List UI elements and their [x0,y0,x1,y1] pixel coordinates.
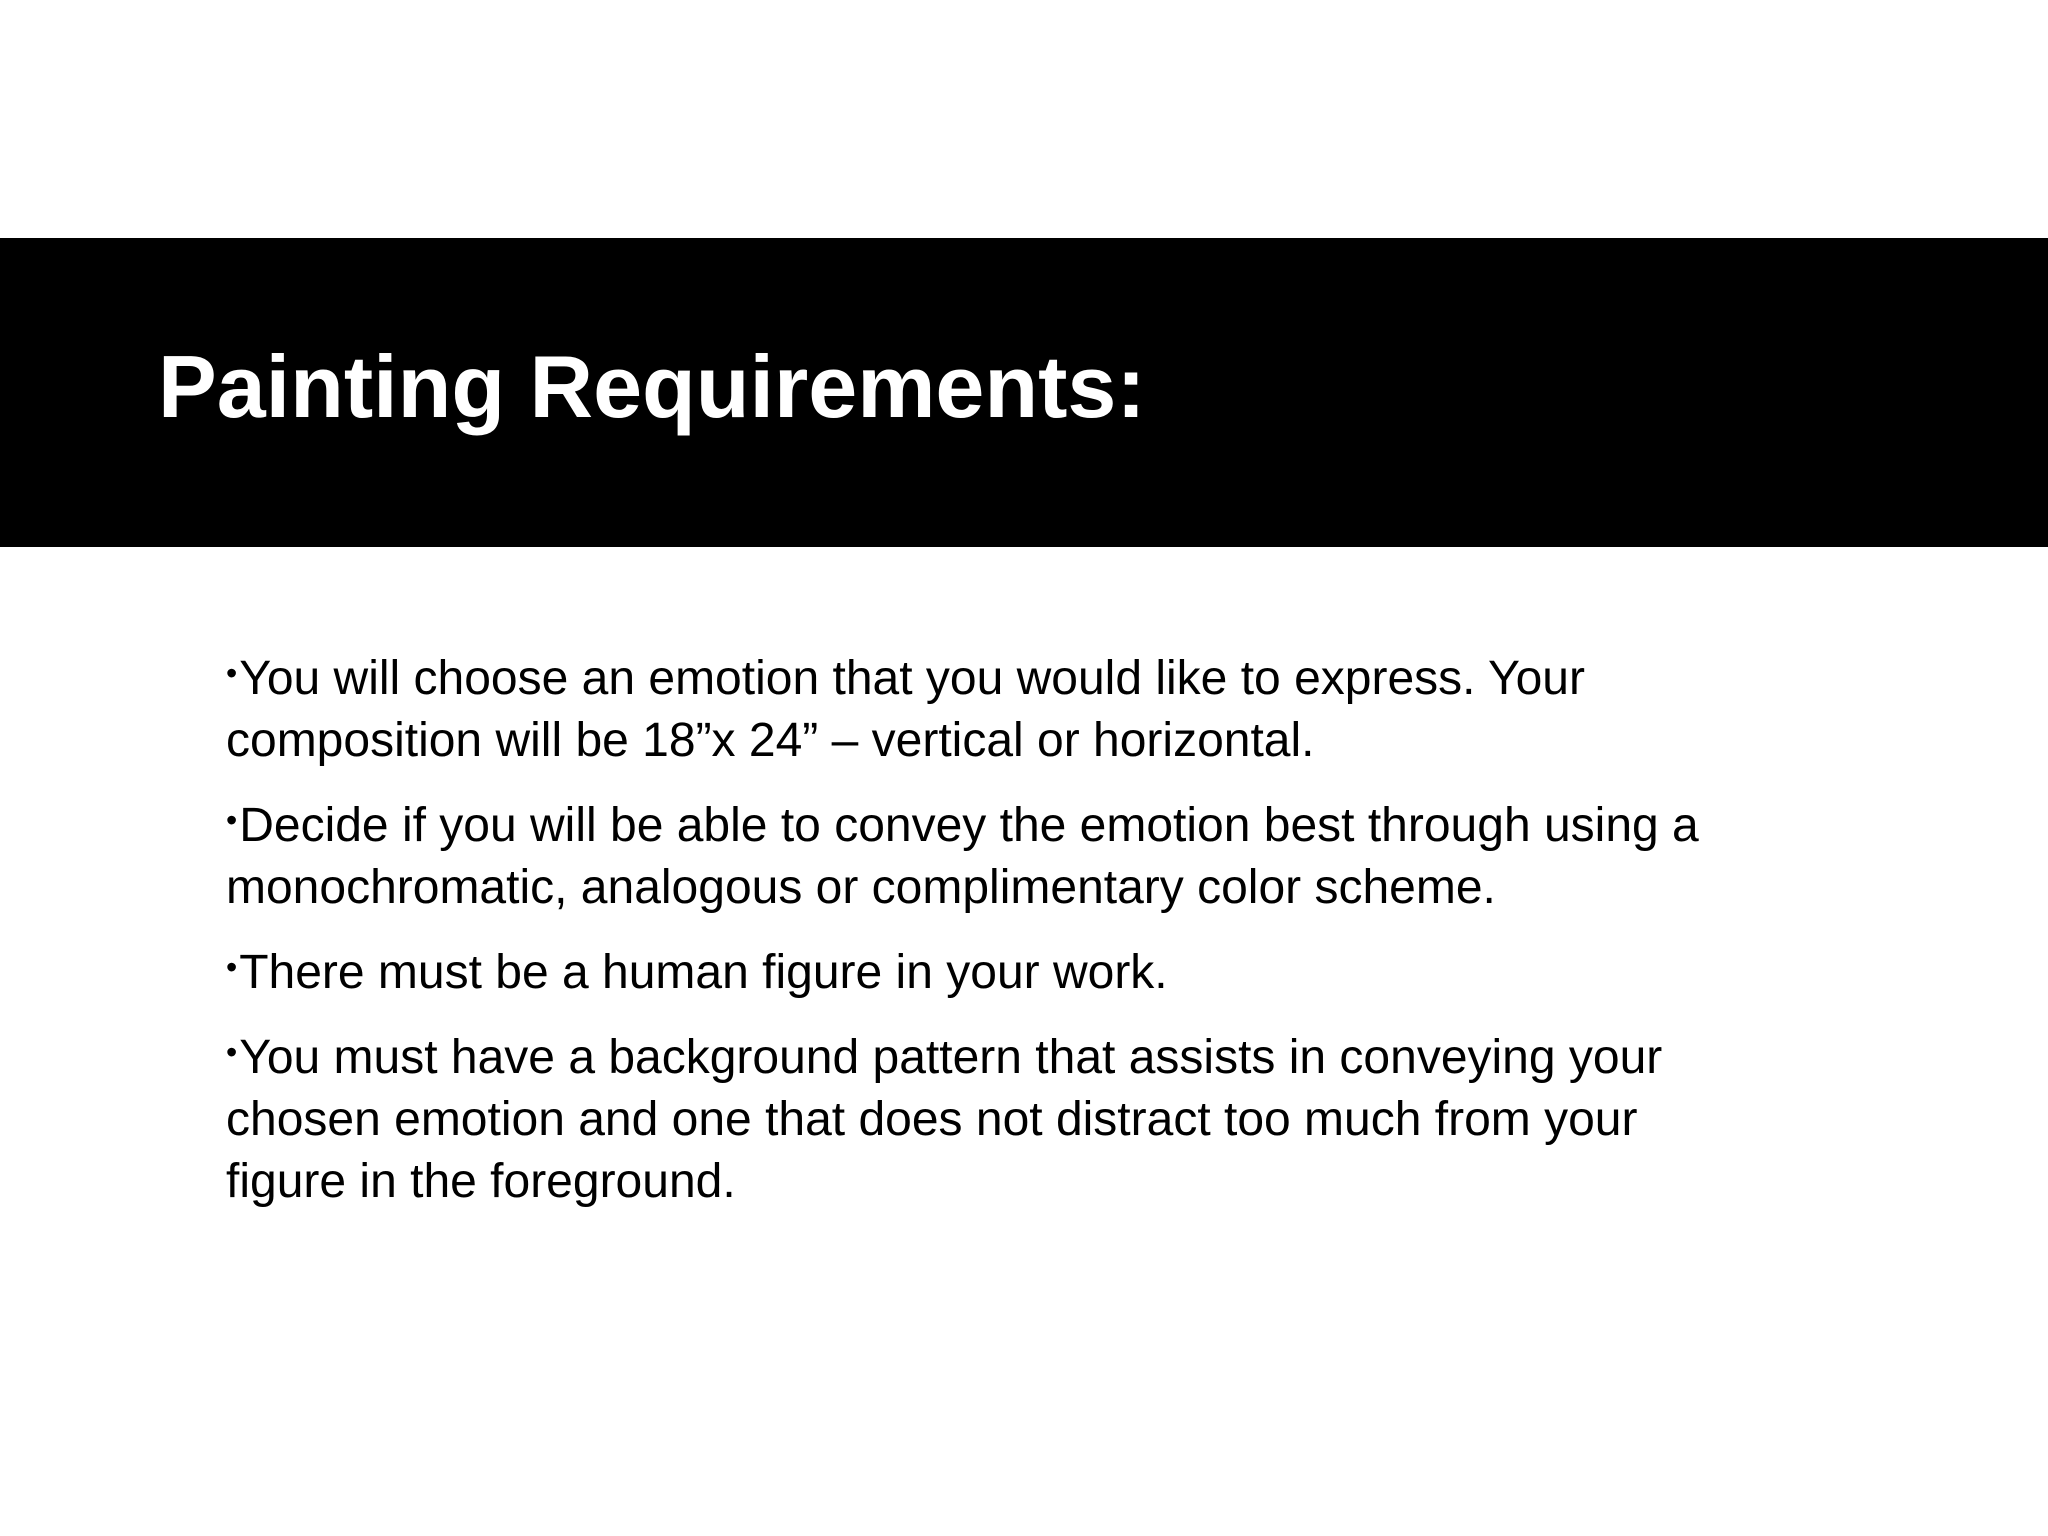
requirements-list [226,648,1846,1236]
title-band [0,238,2048,547]
requirement-line: There must be a human figure in your work. [239,946,1168,999]
requirement-line: You will choose an emotion that you would like to express. Your [239,652,1585,705]
requirement-line: You must have a background pattern that assists in conveying your [239,1031,1663,1084]
bullet-marker: • [226,655,238,691]
requirement-line: monochromatic, analogous or complimentary color scheme. [226,861,1496,914]
requirement-line: chosen emotion and one that does not distract too much from your [226,1093,1638,1146]
requirement-item [226,1027,1846,1213]
requirement-line: composition will be 18”x 24” – vertical or horizontal. [226,714,1315,767]
bullet-marker: • [226,1034,238,1070]
requirement-item [226,648,1846,772]
bullet-marker: • [226,949,238,985]
requirement-line: figure in the foreground. [226,1155,736,1208]
requirement-item [226,942,1846,1004]
requirement-item [226,795,1846,919]
bullet-marker: • [226,802,238,838]
slide-title: Painting Requirements: [158,337,1146,436]
requirement-line: Decide if you will be able to convey the emotion best through using a [239,799,1699,852]
